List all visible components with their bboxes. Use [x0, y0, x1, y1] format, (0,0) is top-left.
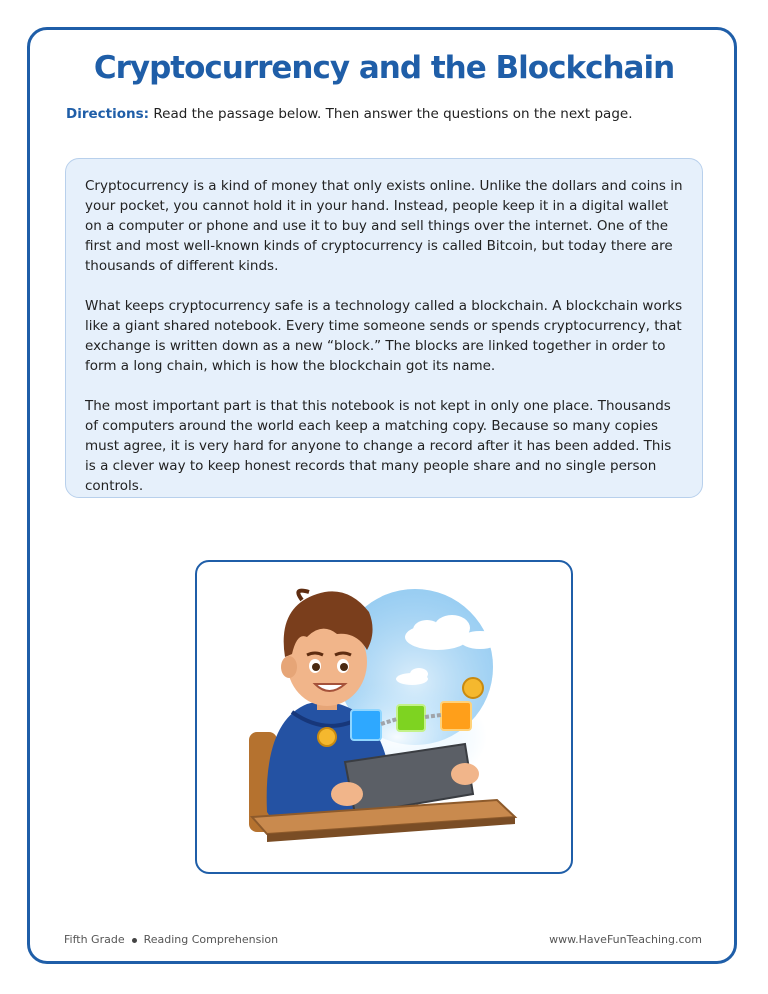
passage-paragraph-1: Cryptocurrency is a kind of money that only exists online. Unlike the dollars and coins in your pocket, you cannot hold it in your hand. Instead, people keep it in a digital wallet on a computer or phone and use it to buy and sell things over the internet. One of the first and most well-known kinds of cryptocurrency is called Bitcoin, but today there are thousands of different kinds. — [85, 178, 683, 274]
directions — [66, 106, 633, 122]
bullet-icon — [132, 938, 137, 943]
passage-paragraph-3: The most important part is that this notebook is not kept in only one place. Thousands of computers around the world each keep a matching copy. Because so many copies must agree, it is very hard for anyone to change a record after it has been added. This is a clever way to keep honest records that many people share and no single person controls. — [85, 398, 672, 494]
footer-subject: Reading Comprehension — [143, 933, 279, 946]
passage-box — [65, 158, 703, 498]
passage-paragraph-2: What keeps cryptocurrency safe is a technology called a blockchain. A blockchain works like a giant shared notebook. Every time someone sends or spends cryptocurrency, that exchange is written down as a new “block.” The blocks are linked together in order to form a long chain, which is how the blockchain got its name. — [85, 298, 683, 374]
orange-block-icon — [441, 702, 471, 730]
directions-text: Read the passage below. Then answer the questions on the next page. — [153, 106, 633, 122]
illustration-frame — [195, 560, 573, 874]
boy-with-tablet-illustration — [197, 562, 570, 871]
green-block-icon — [397, 705, 425, 731]
coin-icon-2 — [463, 678, 483, 698]
page-title: Cryptocurrency and the Blockchain — [93, 50, 675, 86]
coin-icon — [318, 728, 336, 746]
directions-label: Directions: — [66, 106, 150, 122]
blue-block-icon — [351, 710, 381, 740]
footer-website: www.HaveFunTeaching.com — [549, 933, 702, 946]
footer-left — [64, 933, 278, 946]
footer-grade: Fifth Grade — [64, 933, 125, 946]
